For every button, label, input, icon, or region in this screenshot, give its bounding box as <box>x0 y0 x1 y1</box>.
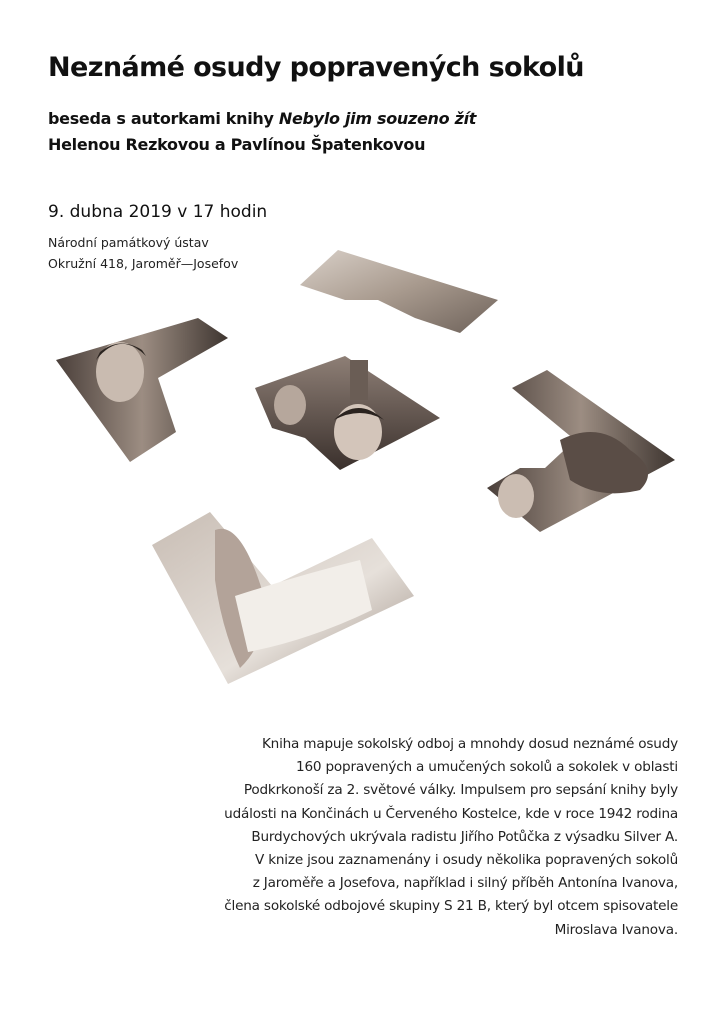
description-line: Podkrkonoší za 2. světové války. Impulsem pro sepsání knihy byly <box>243 782 678 799</box>
photo-fragment-top <box>300 250 498 333</box>
subtitle-line-2: Helenou Rezkovou a Pavlínou Špatenkovou <box>48 135 426 154</box>
subtitle-prefix: beseda s autorkami knihy <box>48 109 279 128</box>
venue-name: Národní památkový ústav <box>48 235 209 250</box>
description-line: Burdychových ukrývala radistu Jiřího Potůčka z výsadku Silver A. <box>251 828 678 845</box>
photo-collage <box>0 240 724 700</box>
description-line: člena sokolské odbojové skupiny S 21 B, který byl otcem spisovatele <box>224 898 678 915</box>
venue-address: Okružní 418, Jaroměř—Josefov <box>48 256 239 271</box>
description-line: V knize jsou zaznamenány i osudy několika popravených sokolů <box>255 852 678 869</box>
description-line: Miroslava Ivanova. <box>554 921 678 938</box>
description-line: události na Končinách u Červeného Kostelce, kde v roce 1942 rodina <box>224 805 678 822</box>
photo-fragment-left <box>56 318 228 462</box>
description-line: z Jaroměře a Josefova, například i silný příběh Antonína Ivanova, <box>252 875 678 892</box>
event-date: 9. dubna 2019 v 17 hodin <box>48 202 268 222</box>
subtitle-line-1 <box>48 106 476 132</box>
description-line: 160 popravených a umučených sokolů a sokolek v oblasti <box>296 759 678 776</box>
event-subtitle <box>48 106 476 158</box>
description-line: Kniha mapuje sokolský odboj a mnohdy dosud neznámé osudy <box>261 736 678 752</box>
event-title: Neznámé osudy popravených sokolů <box>48 52 584 83</box>
face-center-1 <box>274 385 306 425</box>
event-description <box>208 733 678 942</box>
face-right <box>498 474 534 518</box>
tower-shape <box>350 360 368 400</box>
book-title: Nebylo jim souzeno žít <box>278 109 477 128</box>
